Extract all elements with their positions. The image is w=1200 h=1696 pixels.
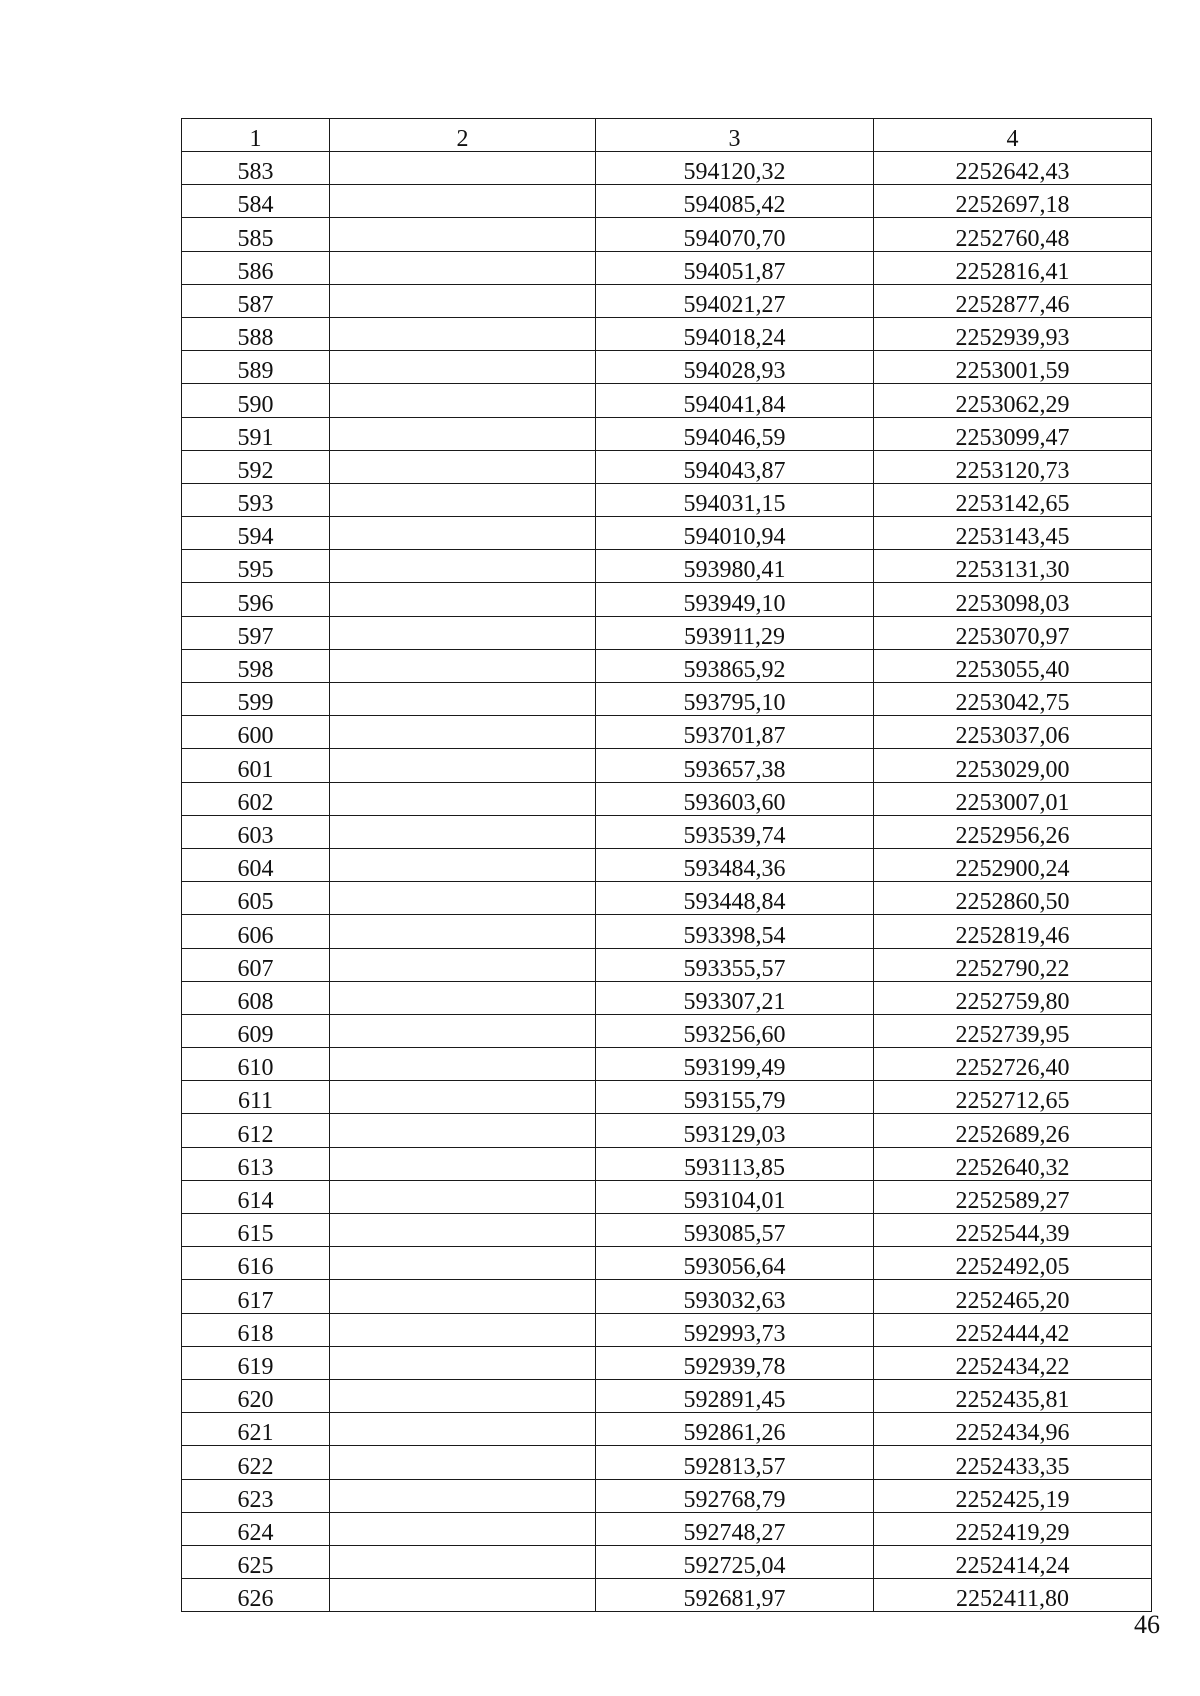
y-coordinate-cell: 2252640,32: [874, 1147, 1152, 1180]
table-row: [182, 517, 1152, 550]
table-row: [182, 1446, 1152, 1479]
y-coordinate-cell: 2252544,39: [874, 1214, 1152, 1247]
point-number-cell: 614: [182, 1180, 330, 1213]
y-coordinate-cell: 2252956,26: [874, 815, 1152, 848]
table-row: [182, 218, 1152, 251]
x-coordinate-cell: 593603,60: [596, 782, 874, 815]
y-coordinate-cell: 2252759,80: [874, 981, 1152, 1014]
name-cell: [330, 882, 596, 915]
column-header-2: 2: [330, 119, 596, 152]
name-cell: [330, 1579, 596, 1612]
name-cell: [330, 1446, 596, 1479]
x-coordinate-cell: 593539,74: [596, 815, 874, 848]
x-coordinate-cell: 593448,84: [596, 882, 874, 915]
point-number-cell: 623: [182, 1479, 330, 1512]
point-number-cell: 608: [182, 981, 330, 1014]
point-number-cell: 589: [182, 351, 330, 384]
table-row: [182, 616, 1152, 649]
name-cell: [330, 716, 596, 749]
name-cell: [330, 152, 596, 185]
point-number-cell: 585: [182, 218, 330, 251]
point-number-cell: 586: [182, 251, 330, 284]
y-coordinate-cell: 2252435,81: [874, 1379, 1152, 1412]
table-row: [182, 251, 1152, 284]
point-number-cell: 612: [182, 1114, 330, 1147]
y-coordinate-cell: 2253007,01: [874, 782, 1152, 815]
y-coordinate-cell: 2253070,97: [874, 616, 1152, 649]
table-body: [182, 152, 1152, 1612]
x-coordinate-cell: 592891,45: [596, 1379, 874, 1412]
point-number-cell: 609: [182, 1014, 330, 1047]
coordinates-table: [181, 118, 1152, 1612]
table-row: [182, 417, 1152, 450]
x-coordinate-cell: 593307,21: [596, 981, 874, 1014]
y-coordinate-cell: 2252444,42: [874, 1313, 1152, 1346]
point-number-cell: 594: [182, 517, 330, 550]
name-cell: [330, 185, 596, 218]
table-row: [182, 716, 1152, 749]
point-number-cell: 605: [182, 882, 330, 915]
table-row: [182, 981, 1152, 1014]
point-number-cell: 611: [182, 1081, 330, 1114]
table-row: [182, 1413, 1152, 1446]
x-coordinate-cell: 593104,01: [596, 1180, 874, 1213]
table-row: [182, 1579, 1152, 1612]
table-row: [182, 351, 1152, 384]
point-number-cell: 619: [182, 1346, 330, 1379]
point-number-cell: 618: [182, 1313, 330, 1346]
x-coordinate-cell: 594041,84: [596, 384, 874, 417]
table-row: [182, 782, 1152, 815]
x-coordinate-cell: 593129,03: [596, 1114, 874, 1147]
x-coordinate-cell: 593056,64: [596, 1247, 874, 1280]
header-row: [182, 119, 1152, 152]
table-row: [182, 450, 1152, 483]
table-row: [182, 683, 1152, 716]
x-coordinate-cell: 593795,10: [596, 683, 874, 716]
name-cell: [330, 848, 596, 881]
name-cell: [330, 649, 596, 682]
name-cell: [330, 1413, 596, 1446]
x-coordinate-cell: 593980,41: [596, 550, 874, 583]
name-cell: [330, 1114, 596, 1147]
y-coordinate-cell: 2252419,29: [874, 1512, 1152, 1545]
name-cell: [330, 1081, 596, 1114]
table-row: [182, 1313, 1152, 1346]
y-coordinate-cell: 2252697,18: [874, 185, 1152, 218]
y-coordinate-cell: 2253120,73: [874, 450, 1152, 483]
y-coordinate-cell: 2253143,45: [874, 517, 1152, 550]
x-coordinate-cell: 592813,57: [596, 1446, 874, 1479]
y-coordinate-cell: 2253037,06: [874, 716, 1152, 749]
x-coordinate-cell: 594018,24: [596, 317, 874, 350]
point-number-cell: 626: [182, 1579, 330, 1612]
name-cell: [330, 1545, 596, 1578]
point-number-cell: 617: [182, 1280, 330, 1313]
y-coordinate-cell: 2252739,95: [874, 1014, 1152, 1047]
name-cell: [330, 351, 596, 384]
point-number-cell: 600: [182, 716, 330, 749]
name-cell: [330, 218, 596, 251]
y-coordinate-cell: 2252816,41: [874, 251, 1152, 284]
name-cell: [330, 815, 596, 848]
name-cell: [330, 1379, 596, 1412]
x-coordinate-cell: 593032,63: [596, 1280, 874, 1313]
table-row: [182, 1512, 1152, 1545]
y-coordinate-cell: 2253099,47: [874, 417, 1152, 450]
y-coordinate-cell: 2253062,29: [874, 384, 1152, 417]
y-coordinate-cell: 2252760,48: [874, 218, 1152, 251]
table-row: [182, 1280, 1152, 1313]
name-cell: [330, 1147, 596, 1180]
x-coordinate-cell: 594043,87: [596, 450, 874, 483]
table-row: [182, 284, 1152, 317]
x-coordinate-cell: 593911,29: [596, 616, 874, 649]
point-number-cell: 591: [182, 417, 330, 450]
table-row: [182, 1545, 1152, 1578]
name-cell: [330, 1180, 596, 1213]
x-coordinate-cell: 593355,57: [596, 948, 874, 981]
y-coordinate-cell: 2252589,27: [874, 1180, 1152, 1213]
point-number-cell: 603: [182, 815, 330, 848]
point-number-cell: 587: [182, 284, 330, 317]
x-coordinate-cell: 592748,27: [596, 1512, 874, 1545]
y-coordinate-cell: 2252712,65: [874, 1081, 1152, 1114]
x-coordinate-cell: 594085,42: [596, 185, 874, 218]
name-cell: [330, 616, 596, 649]
point-number-cell: 596: [182, 583, 330, 616]
y-coordinate-cell: 2253098,03: [874, 583, 1152, 616]
y-coordinate-cell: 2252425,19: [874, 1479, 1152, 1512]
x-coordinate-cell: 593398,54: [596, 915, 874, 948]
y-coordinate-cell: 2253029,00: [874, 749, 1152, 782]
point-number-cell: 613: [182, 1147, 330, 1180]
name-cell: [330, 915, 596, 948]
y-coordinate-cell: 2252411,80: [874, 1579, 1152, 1612]
x-coordinate-cell: 594028,93: [596, 351, 874, 384]
table-row: [182, 848, 1152, 881]
table-row: [182, 1214, 1152, 1247]
y-coordinate-cell: 2253142,65: [874, 483, 1152, 516]
table-row: [182, 815, 1152, 848]
name-cell: [330, 1479, 596, 1512]
point-number-cell: 599: [182, 683, 330, 716]
point-number-cell: 615: [182, 1214, 330, 1247]
name-cell: [330, 284, 596, 317]
point-number-cell: 620: [182, 1379, 330, 1412]
y-coordinate-cell: 2252434,22: [874, 1346, 1152, 1379]
x-coordinate-cell: 593199,49: [596, 1048, 874, 1081]
point-number-cell: 625: [182, 1545, 330, 1578]
x-coordinate-cell: 593484,36: [596, 848, 874, 881]
point-number-cell: 601: [182, 749, 330, 782]
table-row: [182, 152, 1152, 185]
point-number-cell: 593: [182, 483, 330, 516]
y-coordinate-cell: 2253001,59: [874, 351, 1152, 384]
table-row: [182, 1346, 1152, 1379]
y-coordinate-cell: 2252900,24: [874, 848, 1152, 881]
x-coordinate-cell: 592861,26: [596, 1413, 874, 1446]
y-coordinate-cell: 2252434,96: [874, 1413, 1152, 1446]
table-row: [182, 649, 1152, 682]
name-cell: [330, 317, 596, 350]
page-number: 46: [1134, 1610, 1160, 1639]
name-cell: [330, 517, 596, 550]
point-number-cell: 624: [182, 1512, 330, 1545]
y-coordinate-cell: 2252790,22: [874, 948, 1152, 981]
point-number-cell: 590: [182, 384, 330, 417]
x-coordinate-cell: 594021,27: [596, 284, 874, 317]
x-coordinate-cell: 593085,57: [596, 1214, 874, 1247]
table-row: [182, 1479, 1152, 1512]
x-coordinate-cell: 594120,32: [596, 152, 874, 185]
x-coordinate-cell: 592993,73: [596, 1313, 874, 1346]
name-cell: [330, 483, 596, 516]
point-number-cell: 607: [182, 948, 330, 981]
name-cell: [330, 683, 596, 716]
x-coordinate-cell: 593155,79: [596, 1081, 874, 1114]
name-cell: [330, 583, 596, 616]
table-row: [182, 749, 1152, 782]
column-header-1: 1: [182, 119, 330, 152]
name-cell: [330, 550, 596, 583]
name-cell: [330, 1048, 596, 1081]
y-coordinate-cell: 2253042,75: [874, 683, 1152, 716]
point-number-cell: 604: [182, 848, 330, 881]
table-row: [182, 1048, 1152, 1081]
y-coordinate-cell: 2252726,40: [874, 1048, 1152, 1081]
x-coordinate-cell: 594010,94: [596, 517, 874, 550]
x-coordinate-cell: 594031,15: [596, 483, 874, 516]
name-cell: [330, 384, 596, 417]
name-cell: [330, 1512, 596, 1545]
table-row: [182, 882, 1152, 915]
x-coordinate-cell: 592768,79: [596, 1479, 874, 1512]
point-number-cell: 584: [182, 185, 330, 218]
table-row: [182, 583, 1152, 616]
name-cell: [330, 981, 596, 1014]
x-coordinate-cell: 592681,97: [596, 1579, 874, 1612]
table-row: [182, 317, 1152, 350]
y-coordinate-cell: 2253131,30: [874, 550, 1152, 583]
table-row: [182, 1114, 1152, 1147]
y-coordinate-cell: 2252492,05: [874, 1247, 1152, 1280]
table-row: [182, 1247, 1152, 1280]
point-number-cell: 595: [182, 550, 330, 583]
point-number-cell: 606: [182, 915, 330, 948]
y-coordinate-cell: 2252877,46: [874, 284, 1152, 317]
y-coordinate-cell: 2252819,46: [874, 915, 1152, 948]
point-number-cell: 602: [182, 782, 330, 815]
table-row: [182, 384, 1152, 417]
table-row: [182, 185, 1152, 218]
name-cell: [330, 1214, 596, 1247]
point-number-cell: 583: [182, 152, 330, 185]
x-coordinate-cell: 594051,87: [596, 251, 874, 284]
table-row: [182, 1014, 1152, 1047]
point-number-cell: 597: [182, 616, 330, 649]
y-coordinate-cell: 2252433,35: [874, 1446, 1152, 1479]
x-coordinate-cell: 593113,85: [596, 1147, 874, 1180]
table-header: [182, 119, 1152, 152]
x-coordinate-cell: 593256,60: [596, 1014, 874, 1047]
table-row: [182, 483, 1152, 516]
name-cell: [330, 749, 596, 782]
table-row: [182, 1180, 1152, 1213]
name-cell: [330, 782, 596, 815]
name-cell: [330, 450, 596, 483]
name-cell: [330, 1280, 596, 1313]
y-coordinate-cell: 2253055,40: [874, 649, 1152, 682]
y-coordinate-cell: 2252414,24: [874, 1545, 1152, 1578]
y-coordinate-cell: 2252465,20: [874, 1280, 1152, 1313]
y-coordinate-cell: 2252860,50: [874, 882, 1152, 915]
point-number-cell: 616: [182, 1247, 330, 1280]
y-coordinate-cell: 2252939,93: [874, 317, 1152, 350]
y-coordinate-cell: 2252642,43: [874, 152, 1152, 185]
name-cell: [330, 1014, 596, 1047]
x-coordinate-cell: 593701,87: [596, 716, 874, 749]
x-coordinate-cell: 594046,59: [596, 417, 874, 450]
column-header-4: 4: [874, 119, 1152, 152]
table-row: [182, 948, 1152, 981]
table-row: [182, 915, 1152, 948]
name-cell: [330, 417, 596, 450]
table-row: [182, 550, 1152, 583]
y-coordinate-cell: 2252689,26: [874, 1114, 1152, 1147]
point-number-cell: 610: [182, 1048, 330, 1081]
name-cell: [330, 1313, 596, 1346]
x-coordinate-cell: 592725,04: [596, 1545, 874, 1578]
point-number-cell: 621: [182, 1413, 330, 1446]
point-number-cell: 598: [182, 649, 330, 682]
x-coordinate-cell: 593949,10: [596, 583, 874, 616]
name-cell: [330, 1346, 596, 1379]
x-coordinate-cell: 593865,92: [596, 649, 874, 682]
name-cell: [330, 251, 596, 284]
table-row: [182, 1081, 1152, 1114]
x-coordinate-cell: 594070,70: [596, 218, 874, 251]
point-number-cell: 588: [182, 317, 330, 350]
x-coordinate-cell: 593657,38: [596, 749, 874, 782]
point-number-cell: 622: [182, 1446, 330, 1479]
table-row: [182, 1147, 1152, 1180]
table-row: [182, 1379, 1152, 1412]
x-coordinate-cell: 592939,78: [596, 1346, 874, 1379]
name-cell: [330, 948, 596, 981]
column-header-3: 3: [596, 119, 874, 152]
point-number-cell: 592: [182, 450, 330, 483]
name-cell: [330, 1247, 596, 1280]
